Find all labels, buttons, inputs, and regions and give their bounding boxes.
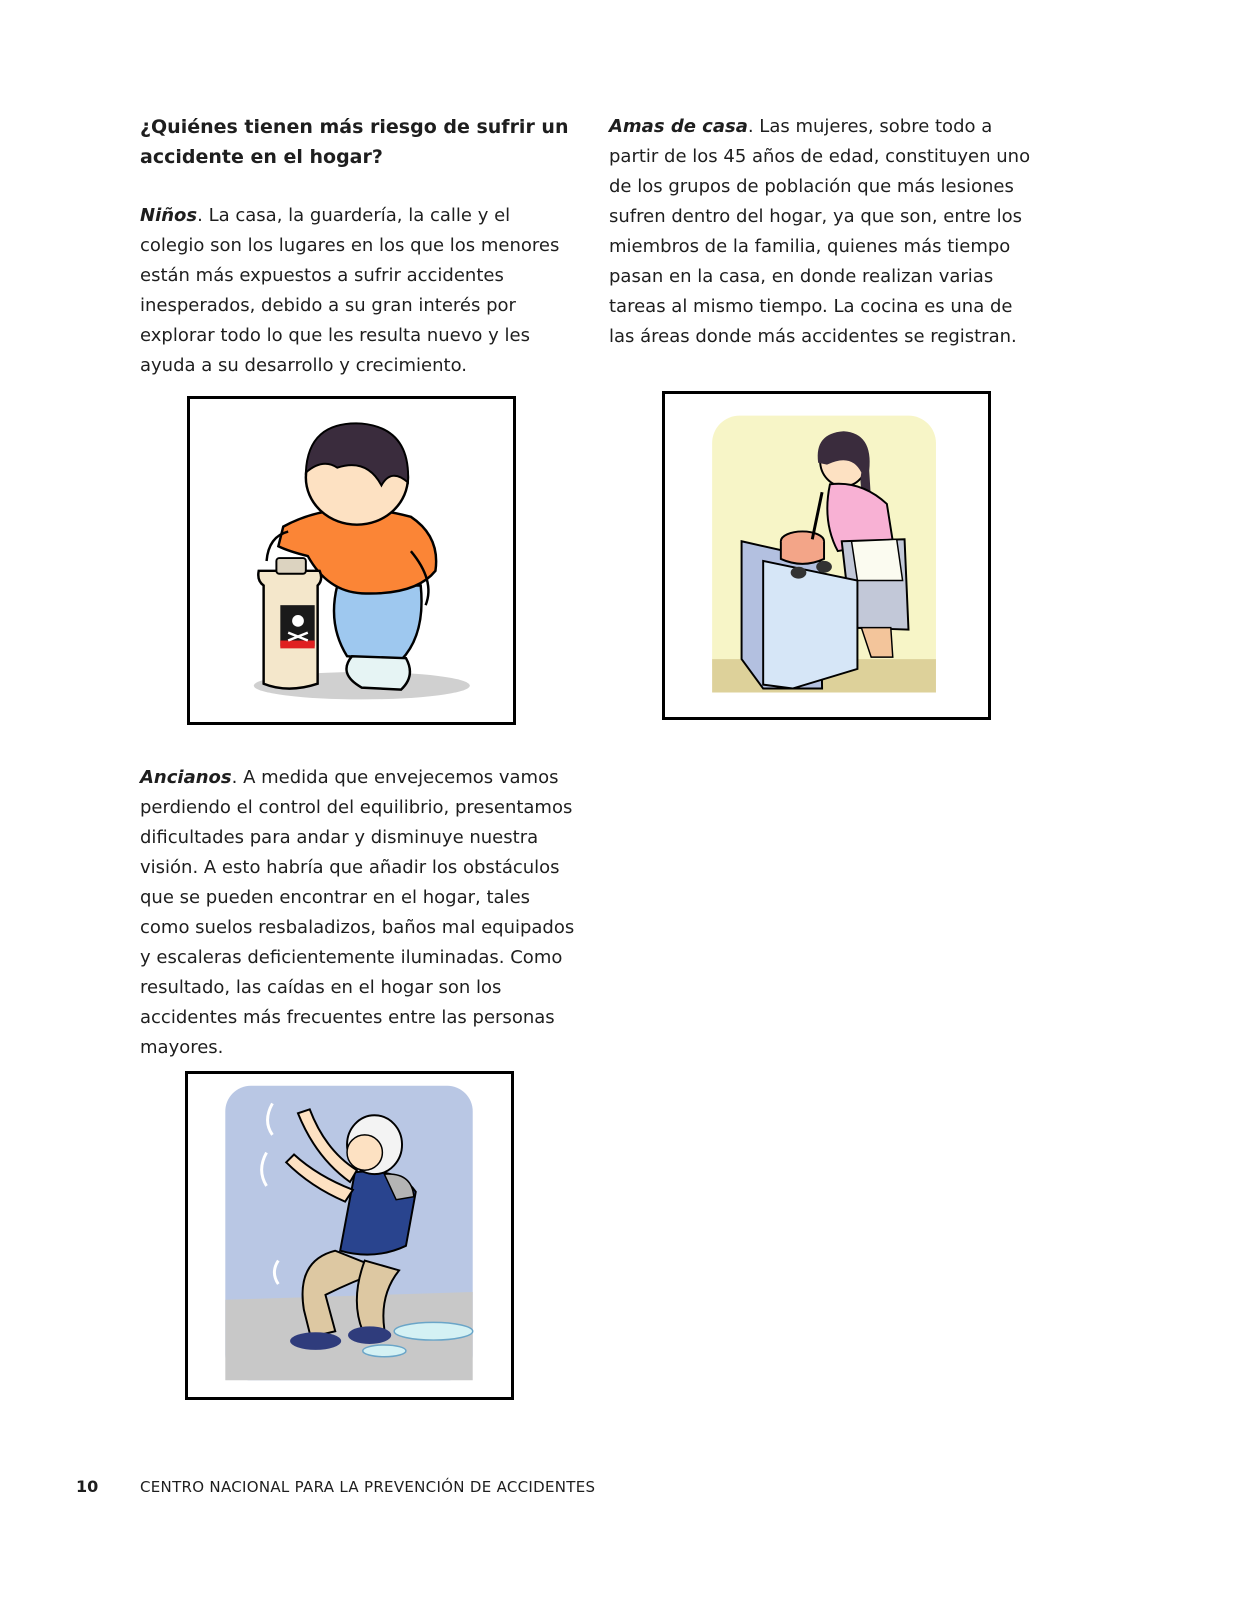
- paragraph-amas: [609, 112, 1037, 352]
- lead-amas: Amas de casa: [609, 116, 748, 137]
- left-column-top: [140, 112, 580, 381]
- elderly-illustration: [185, 1071, 514, 1400]
- lead-ancianos: Ancianos: [140, 767, 232, 788]
- elderly-man-slipping-icon: [188, 1074, 511, 1397]
- footer: [76, 1477, 596, 1496]
- child-illustration: [187, 396, 516, 725]
- paragraph-ninos: [140, 201, 580, 381]
- child-with-poison-bottle-icon: [190, 399, 513, 722]
- page-number: 10: [76, 1477, 99, 1496]
- text-ancianos: . A medida que envejecemos vamos perdiendo el control del equilibrio, presentamos dificultades para andar y disminuye nuestra visión. A esto habría que añadir los obstáculos que se pueden encontrar en el hogar, tales como suelos resbaladizos, baños mal equipados y escaleras deficientemente iluminadas. Como resultado, las caídas en el hogar son los accidentes más frecuentes entre las personas mayores.: [140, 767, 575, 1058]
- woman-cooking-at-stove-icon: [665, 394, 988, 717]
- left-column-bottom: [140, 763, 580, 1063]
- text-ninos: . La casa, la guardería, la calle y el colegio son los lugares en los que los menores están más expuestos a sufrir accidentes inesperados, debido a su gran interés por explorar todo lo que les resulta nuevo y les ayuda a su desarrollo y crecimiento.: [140, 205, 560, 376]
- text-amas: . Las mujeres, sobre todo a partir de los 45 años de edad, constituyen uno de los grupos de población que más lesiones sufren dentro del hogar, ya que son, entre los miembros de la familia, quienes más tiempo pasan en la casa, en donde realizan varias tareas al mismo tiempo. La cocina es una de las áreas donde más accidentes se registran.: [609, 116, 1031, 347]
- right-column-top: [609, 112, 1037, 352]
- section-heading: ¿Quiénes tienen más riesgo de sufrir un accidente en el hogar?: [140, 116, 569, 168]
- homemaker-illustration: [662, 391, 991, 720]
- footer-organization: CENTRO NACIONAL PARA LA PREVENCIÓN DE ACCIDENTES: [140, 1478, 596, 1496]
- lead-ninos: Niños: [140, 205, 198, 226]
- paragraph-ancianos: [140, 763, 580, 1063]
